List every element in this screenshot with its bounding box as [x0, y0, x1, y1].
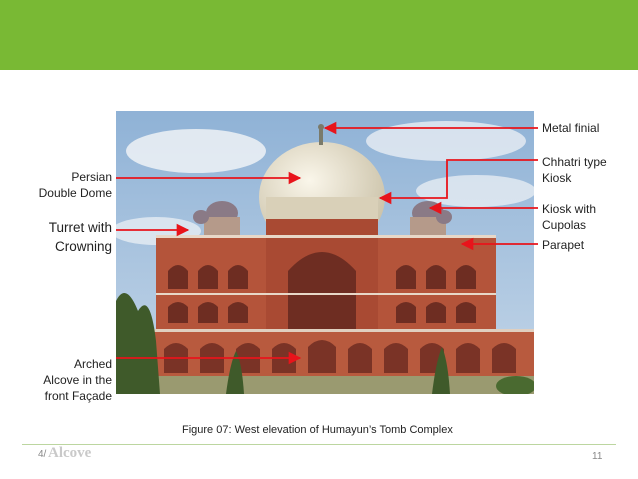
label-parapet [542, 237, 584, 253]
label-text: Turret with [48, 220, 112, 235]
footer-divider [22, 444, 616, 445]
label-text: Kiosk [542, 171, 572, 185]
figure-caption: Figure 07: West elevation of Humayun’s Tomb Complex [182, 424, 453, 436]
label-text: Chhatri type [542, 155, 607, 169]
label-text: Persian [71, 170, 112, 184]
footer-watermark: Alcove [48, 445, 92, 461]
label-text: Crowning [54, 239, 112, 254]
label-turret-with-crowning [49, 218, 112, 256]
label-arched-alcove [43, 356, 112, 404]
label-text: Metal finial [542, 121, 600, 135]
label-text: Alcove in the [43, 373, 112, 387]
page-number: 11 [592, 451, 603, 462]
label-text: Arched [73, 357, 112, 371]
humayun-tomb-photo [116, 111, 534, 394]
label-text: Double Dome [38, 186, 112, 200]
tomb-illustration [116, 111, 534, 394]
label-metal-finial [542, 120, 599, 136]
header-band [0, 0, 638, 70]
label-text: front Façade [44, 389, 112, 403]
label-text: Cupolas [542, 218, 587, 232]
label-chhatri-kiosk [542, 154, 607, 186]
label-persian-double-dome [39, 169, 112, 201]
label-kiosk-cupolas [542, 201, 596, 233]
label-text: Kiosk with [542, 202, 597, 216]
footer-date: 4/ [38, 449, 47, 460]
label-text: Parapet [542, 238, 585, 252]
